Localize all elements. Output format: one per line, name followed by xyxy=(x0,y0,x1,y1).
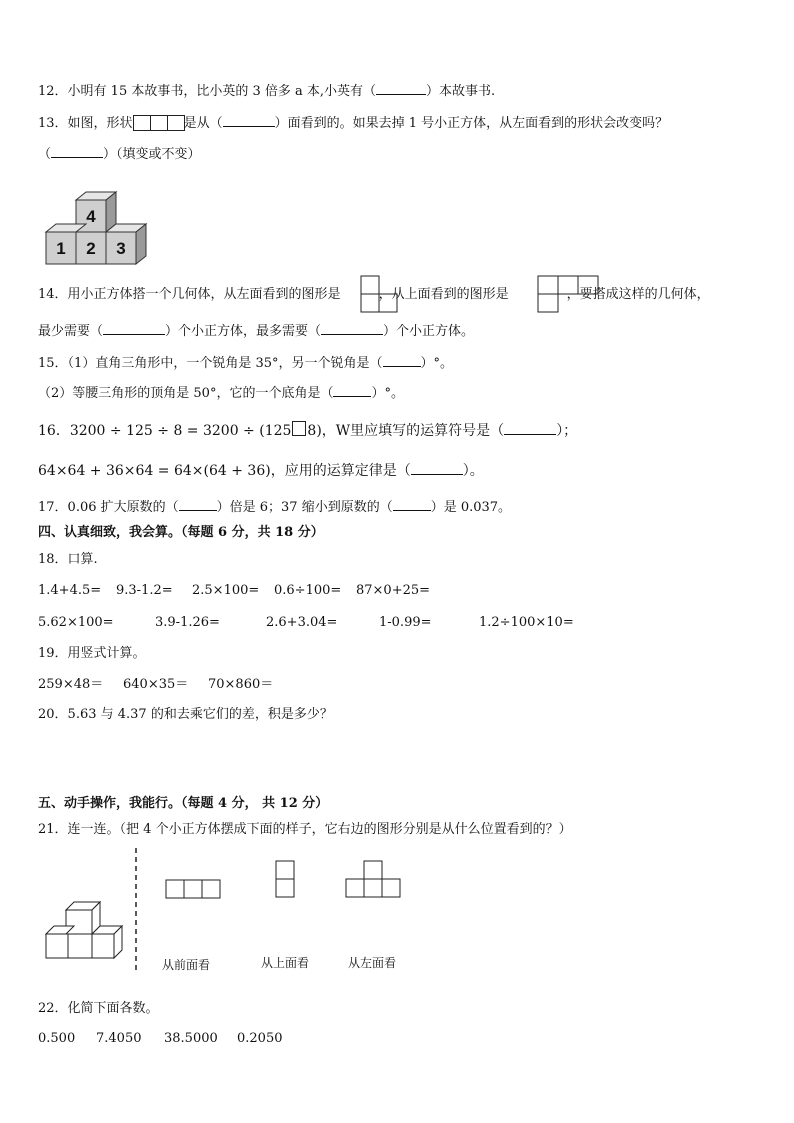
q19-item: 70×860＝ xyxy=(208,677,274,692)
question-number: 21． xyxy=(38,822,68,837)
q18-row1-item: 2.5×100= xyxy=(192,583,260,598)
front-view-shape xyxy=(165,879,223,901)
cube-label-4: 4 xyxy=(86,207,96,226)
question-number: 16． xyxy=(38,423,70,439)
question-text: ）个小正方体，最多需要（ xyxy=(165,324,322,339)
question-text: ，从上面看到的图形是 xyxy=(378,287,509,302)
question-text: ）； xyxy=(556,423,578,439)
answer-blank[interactable] xyxy=(376,82,426,95)
answer-blank[interactable] xyxy=(223,114,275,127)
question-text: （2）等腰三角形的顶角是 50°，它的一个底角是（ xyxy=(38,386,334,401)
question-number: 13． xyxy=(38,116,68,131)
q18-row2-item: 5.62×100= xyxy=(38,615,114,630)
question-text: 小明有 15 本故事书，比小英的 3 倍多 a 本,小英有（ xyxy=(67,84,377,99)
question-text: ）（填变或不变） xyxy=(103,147,201,162)
question-number: 19． xyxy=(38,646,68,661)
question-text: ）。 xyxy=(462,463,484,479)
question-16 xyxy=(38,421,577,440)
question-text: 用小正方体搭一个几何体，从左面看到的图形是 xyxy=(67,287,341,302)
question-text: （1）直角三角形中，一个锐角是 35°，另一个锐角是（ xyxy=(67,356,383,371)
question-text: 用竖式计算。 xyxy=(67,646,146,661)
question-number: 14． xyxy=(38,287,68,302)
question-number: 20． xyxy=(38,707,68,722)
q18-row2-item: 2.6+3.04= xyxy=(266,615,338,630)
answer-blank[interactable] xyxy=(103,322,165,335)
left-view-shape-2 xyxy=(345,860,403,900)
q18-row2-item: 1-0.99= xyxy=(379,615,432,630)
question-18 xyxy=(38,551,98,569)
question-20 xyxy=(38,706,333,724)
question-text: 8)，W里应填写的运算符号是（ xyxy=(307,423,505,439)
question-16-line2 xyxy=(38,462,484,480)
cube-label-3: 3 xyxy=(116,239,126,258)
left-view-shape xyxy=(360,275,400,315)
question-15-part2 xyxy=(38,384,404,403)
question-text: 3200 ÷ 125 ÷ 8 = 3200 ÷ (125 xyxy=(69,423,292,439)
question-text: 是从（ xyxy=(183,116,223,131)
question-17 xyxy=(38,498,511,517)
view-label-left: 从左面看 xyxy=(348,956,397,970)
q18-row1-item: 0.6÷100= xyxy=(274,583,342,598)
question-text: ，要搭成这样的几何体， xyxy=(566,287,710,302)
q22-item: 7.4050 xyxy=(96,1031,142,1046)
question-21 xyxy=(38,821,572,839)
question-text: 口算. xyxy=(67,552,98,567)
question-text: ）本故事书. xyxy=(426,84,496,99)
four-cubes-figure xyxy=(44,898,126,960)
question-number: 17． xyxy=(38,500,68,515)
question-text: 5.63 与 4.37 的和去乘它们的差，积是多少？ xyxy=(67,707,333,722)
question-number: 22． xyxy=(38,1001,68,1016)
question-text: 0.06 扩大原数的（ xyxy=(67,500,179,515)
question-12 xyxy=(38,82,495,101)
q18-row1-item: 1.4+4.5= xyxy=(38,583,102,598)
question-text: ）面看到的。如果去掉 1 号小正方体，从左面看到的形状会改变吗？ xyxy=(274,116,669,131)
answer-blank[interactable] xyxy=(333,384,371,397)
question-text: 连一连。（把 4 个小正方体摆成下面的样子，它右边的图形分别是从什么位置看到的？） xyxy=(67,822,572,837)
question-text: （ xyxy=(38,147,52,162)
question-text: ）个小正方体。 xyxy=(383,324,475,339)
q22-item: 0.2050 xyxy=(237,1031,283,1046)
question-number: 15． xyxy=(38,356,68,371)
question-15 xyxy=(38,354,453,373)
top-view-shape xyxy=(537,275,599,315)
question-text: ）°。 xyxy=(371,386,404,401)
q18-row2-item: 1.2÷100×10= xyxy=(479,615,574,630)
section-4-heading: 四、认真细致，我会算。（每题 6 分，共 18 分） xyxy=(38,525,324,540)
question-text: 64×64 + 36×64 = 64×(64 + 36)，应用的运算定律是（ xyxy=(38,463,411,479)
answer-blank[interactable] xyxy=(321,322,383,335)
answer-blank[interactable] xyxy=(51,145,103,158)
question-number: 18． xyxy=(38,552,68,567)
answer-blank[interactable] xyxy=(504,422,556,435)
answer-blank[interactable] xyxy=(383,354,421,367)
q22-item: 0.500 xyxy=(38,1031,76,1046)
question-text: ）°。 xyxy=(420,356,454,371)
question-text: 如图，形状 xyxy=(67,116,133,131)
question-14-line2 xyxy=(38,322,474,341)
top-view-shape-2 xyxy=(275,860,297,900)
view-label-top: 从上面看 xyxy=(261,956,310,970)
question-text: 化简下面各数。 xyxy=(67,1001,159,1016)
question-22 xyxy=(38,1000,159,1018)
q18-row2-item: 3.9-1.26= xyxy=(155,615,220,630)
question-text: 最少需要（ xyxy=(38,324,104,339)
answer-blank[interactable] xyxy=(393,498,431,511)
question-19 xyxy=(38,645,146,663)
cube-label-2: 2 xyxy=(86,239,96,258)
q18-row1-item: 9.3-1.2= xyxy=(116,583,173,598)
question-13-line2 xyxy=(38,145,201,164)
three-square-shape xyxy=(133,115,184,133)
cube-label-1: 1 xyxy=(56,239,66,258)
question-number: 12． xyxy=(38,84,68,99)
question-text: ）是 0.037。 xyxy=(430,500,512,515)
q22-item: 38.5000 xyxy=(164,1031,218,1046)
q19-item: 640×35＝ xyxy=(123,677,189,692)
answer-blank[interactable] xyxy=(179,498,217,511)
question-13 xyxy=(38,114,668,133)
numbered-cubes-figure xyxy=(44,190,156,262)
section-5-heading: 五、动手操作，我能行。（每题 4 分， 共 12 分） xyxy=(38,796,329,811)
q18-row1-item: 87×0+25= xyxy=(356,583,431,598)
answer-blank[interactable] xyxy=(411,462,463,475)
view-label-front: 从前面看 xyxy=(162,958,211,972)
question-text: ）倍是 6；37 缩小到原数的（ xyxy=(216,500,393,515)
operator-box[interactable] xyxy=(292,421,306,436)
dashed-divider xyxy=(133,848,139,973)
q19-item: 259×48＝ xyxy=(38,677,104,692)
